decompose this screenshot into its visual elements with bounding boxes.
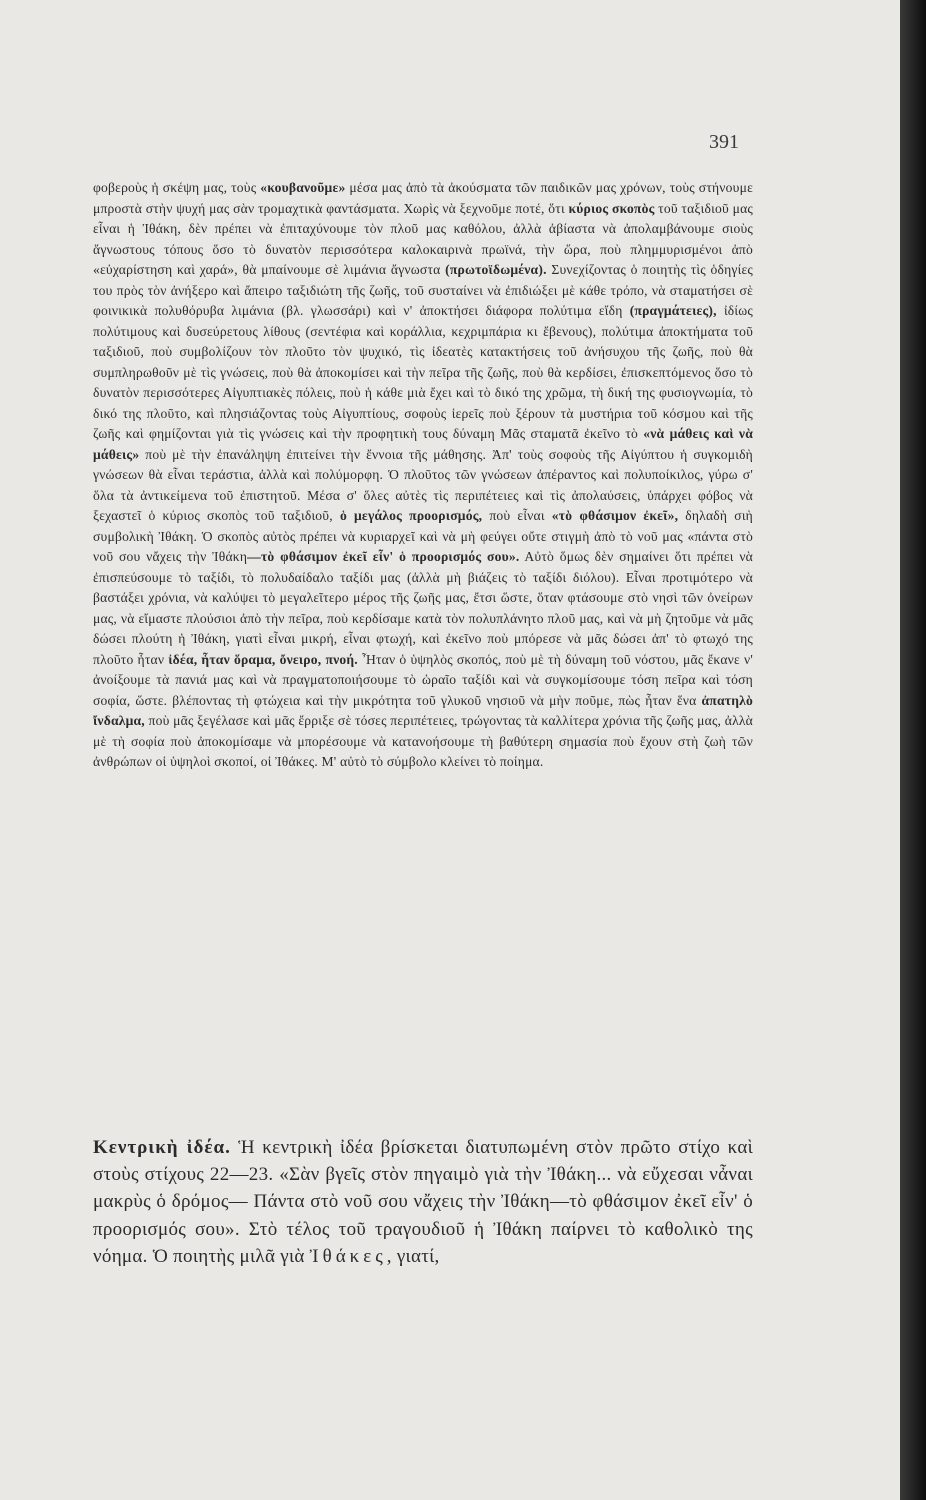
text-run: , γιατί, — [386, 1245, 440, 1267]
bold-phrase: κύριος σκοπὸς — [568, 200, 655, 216]
text-run: Ἡ κεντρικὴ ἰδέα βρίσκεται διατυπωμένη στὸν πρῶτο στίχο καὶ στοὺς στίχους 22—23. «Σὰν βγεῖς στὸν πηγαιμὸ γιὰ τὴν Ἰθάκη... νὰ εὔχεσαι νἆναι μακρὺς ὁ δρόμος— Πάντα στὸ νοῦ σου νἄχεις τὴν Ἰθάκη—τὸ φθάσιμον ἐκεῖ εἶν' ὁ προορισμός σου». Στὸ τέλος τοῦ τραγουδιοῦ ἡ Ἰθάκη παίρνει τὸ καθολικὸ της νόημα. Ὁ ποιητὴς μιλᾶ γιὰ — [93, 1137, 753, 1267]
bold-phrase: —τὸ φθάσιμον ἐκεῖ εἶν' ὁ προορισμός σου». — [247, 549, 520, 564]
text-run: ποὺ εἶναι — [482, 508, 552, 523]
bold-phrase: ὁ μεγάλος προορισμός, — [339, 508, 483, 523]
bold-phrase: «νὰ μάθεις καὶ νὰ μάθεις» — [93, 426, 753, 462]
text-run: Ἦταν ὁ ὑψηλὸς σκοπός, ποὺ μὲ τὴ δύναμη τοῦ νόστου, μᾶς ἔκανε ν' ἀνοίξουμε τὰ πανιά μας καὶ νὰ πραγματοποιήσουμε τὸ ὡραῖο ταξίδι καὶ νὰ συγκομίσουμε τόση πεῖρα καὶ τόση σοφία, ὥστε. βλέποντας τὴ φτώχεια καὶ τὴν μικρότητα τοῦ γλυκοῦ νησιοῦ νὰ μὴν ποῦμε, πὼς ἦταν ἕνα — [93, 651, 754, 708]
text-run: φοβεροὺς ἡ σκέψη μας, τοὺς — [93, 180, 261, 195]
text-run: δηλαδὴ σιὴ συμβολικὴ Ἰθάκη. Ὁ σκοπὸς αὐτὸς πρέπει νὰ κυριαρχεῖ καὶ νὰ μὴ φεύγει οὔτε στιγμὴ ἀπὸ τὸ νοῦ μας «πάντα στὸ νοῦ σου νἄχεις τὴν Ἰθάκη — [93, 508, 753, 564]
text-run: τοῦ ταξιδιοῦ μας εἶναι ἡ Ἰθάκη, δὲν πρέπει νὰ ἐπιταχύνουμε τὸν πλοῦ μας καθόλου, ἀλλὰ ἀβίαστα νὰ ἀπολαμβάνουμε σιοὺς ἄγνωστους τόπους ὅσο τὸ δυνατὸν περισσότερα καλοκαιρινὰ πρωϊνά, τὴν ὥρα, ποὺ πλημμυρισμένοι ἀπὸ «εὐχαρίστηση καὶ χαρά», θὰ μπαίνουμε σὲ λιμάνια ἄγνωστα — [93, 200, 753, 277]
bold-phrase: «κουβανοῦμε» — [260, 180, 346, 195]
page-edge-shadow — [900, 0, 926, 1500]
bold-phrase: ἰδέα, ἦταν ὅραμα, ὄνειρο, πνοή. — [168, 651, 358, 667]
text-run: μέσα μας ἀπὸ τὰ ἀκούσματα τῶν παιδικῶν μας χρόνων, τοὺς στήνουμε μπροστὰ στὴν ψυχή μας σὰν τρομαχτικὰ φαντάσματα. Χωρὶς νὰ ξεχνοῦμε ποτέ, ὅτι — [93, 180, 753, 216]
bold-phrase: (πραγμάτειες), — [629, 303, 717, 318]
commentary-paragraph — [93, 178, 753, 773]
text-run: Συνεχίζοντας ὁ ποιητὴς τὶς ὁδηγίες του πρὸς τὸν ἀνήξερο καὶ ἄπειρο ταξιδιώτη τῆς ζωῆς, τοῦ συσταίνει νὰ ἐπιδιώξει μὲ κάθε τρόπο, νὰ σταματήσει σὲ φοινικικὰ πολυθόρυβα λιμάνια (βλ. γλωσσάρι) καὶ ν' ἀποκτήσει διάφορα πολύτιμα εἴδη — [93, 262, 753, 318]
bold-phrase: ἀπατηλὸ ἴνδαλμα, — [93, 692, 753, 728]
central-idea-paragraph — [93, 1134, 753, 1270]
text-run: Αὐτὸ ὅμως δὲν σημαίνει ὅτι πρέπει νὰ ἐπισπεύσουμε τὸ ταξίδι, τὸ πολυδαίδαλο ταξίδι μας (ἀλλὰ μὴ βιάζεις τὸ ταξίδι διόλου). Εἶναι προτιμότερο νὰ βαστάξει χρόνια, νὰ καλύψει τὸ μεγαλεῖτερο μέρος τῆς ζωῆς μας, ἔτσι ὥστε, ὅταν φτάσουμε στὸ νησὶ τῶν ὀνείρων μας, νὰ εἴμαστε πλούσιοι ἀπὸ τὴν πεῖρα, ποὺ κερδίσαμε κατὰ τὸν πολυπλάνητο πλοῦ μας, καὶ νὰ μὴ ζητοῦμε νὰ μᾶς δώσει πλούτη ἡ Ἰθάκη, γιατὶ εἶναι μικρή, εἶναι φτωχή, καὶ ἐκεῖνο ποὺ μπόρεσε νὰ μᾶς δώσει ἀπ' τὸ φτωχό της πλοῦτο ἦταν — [93, 549, 753, 667]
spaced-word: Ἰθάκες — [309, 1245, 387, 1267]
page-number: 391 — [709, 131, 739, 153]
bold-phrase: «τὸ φθάσιμον ἐκεῖ», — [551, 508, 679, 523]
bold-phrase: (πρωτοϊδωμένα). — [445, 262, 547, 277]
text-run: ποὺ μὲ τὴν ἐπανάληψη ἐπιτείνει τὴν ἔννοια τῆς μάθησης. Ἀπ' τοὺς σοφοὺς τῆς Αἰγύπτου ἡ συγκομιδὴ γνώσεων θὰ εἶναι τεράστια, ἀλλὰ καὶ πολύμορφη. Ὁ πλοῦτος τῶν γνώσεων ἀπέραντος καὶ πολυποίκιλος, γύρω σ' ὅλα τὰ ἀντικείμενα τοῦ ἐπιστητοῦ. Μέσα σ' ὅλες αὐτὲς τὶς περιπέτειες καὶ τὶς ἀπολαύσεις, ὑπάρχει φόβος νὰ ξεχαστεῖ ὁ κύριος σκοπὸς τοῦ ταξιδιοῦ, — [93, 446, 753, 523]
text-run: ποὺ μᾶς ξεγέλασε καὶ μᾶς ἔρριξε σὲ τόσες περιπέτειες, τρώγοντας τὰ καλλίτερα χρόνια τῆς ζωῆς μας, ἀλλὰ μὲ τὴ σοφία ποὺ ἀποκομίσαμε νὰ μπορέσουμε νὰ κατανοήσουμε τὴ βαθύτερη σημασία ποὺ ἔχουν στὴ ζωὴ τῶν ἀνθρώπων οἱ ὑψηλοὶ σκοποί, οἱ Ἰθάκες. Μ' αὐτὸ τὸ σύμβολο κλείνει τὸ ποίημα. — [93, 713, 753, 769]
central-idea-heading: Κεντρικὴ ἰδέα. — [93, 1137, 231, 1158]
text-run: ἰδίως πολύτιμους καὶ δυσεύρετους λίθους (σεντέφια καὶ κοράλλια, κεχριμπάρια κι ἔβενους), πολύτιμα ἀποκτήματα τοῦ ταξιδιοῦ, ποὺ συμβολίζουν τὸν πλοῦτο τὸν ψυχικό, τὶς ἰδεατὲς κατακτήσεις τοῦ ἀνήσυχου τῆς ζωῆς, ποὺ θὰ συμπληρωθοῦν μὲ τὶς γνώσεις, ποὺ θὰ ἀποκομίσει καὶ τὴν πεῖρα τῆς ζωῆς, ποὺ θὰ κερδίσει, ἐπισκεπτόμενος ὅσο τὸ δυνατὸν περισσότερες Αἰγυπτιακὲς πόλεις, ποὺ ἡ κάθε μιὰ ἔχει καὶ τὸ δικό της χρῶμα, τὴ δική της φυσιογνωμία, τὸ δικό της πλοῦτο, καὶ πλησιάζοντας τοὺς Αἰγυπτίους, σοφοὺς ἱερεῖς ποὺ ξέρουν τὰ μυστήρια τοῦ κόσμου καὶ τῆς ζωῆς καὶ φημίζονται γιὰ τὶς γνώσεις καὶ τὴν προφητικὴ τους δύναμη Μᾶς σταματᾶ ἐκεῖνο τὸ — [93, 303, 753, 441]
